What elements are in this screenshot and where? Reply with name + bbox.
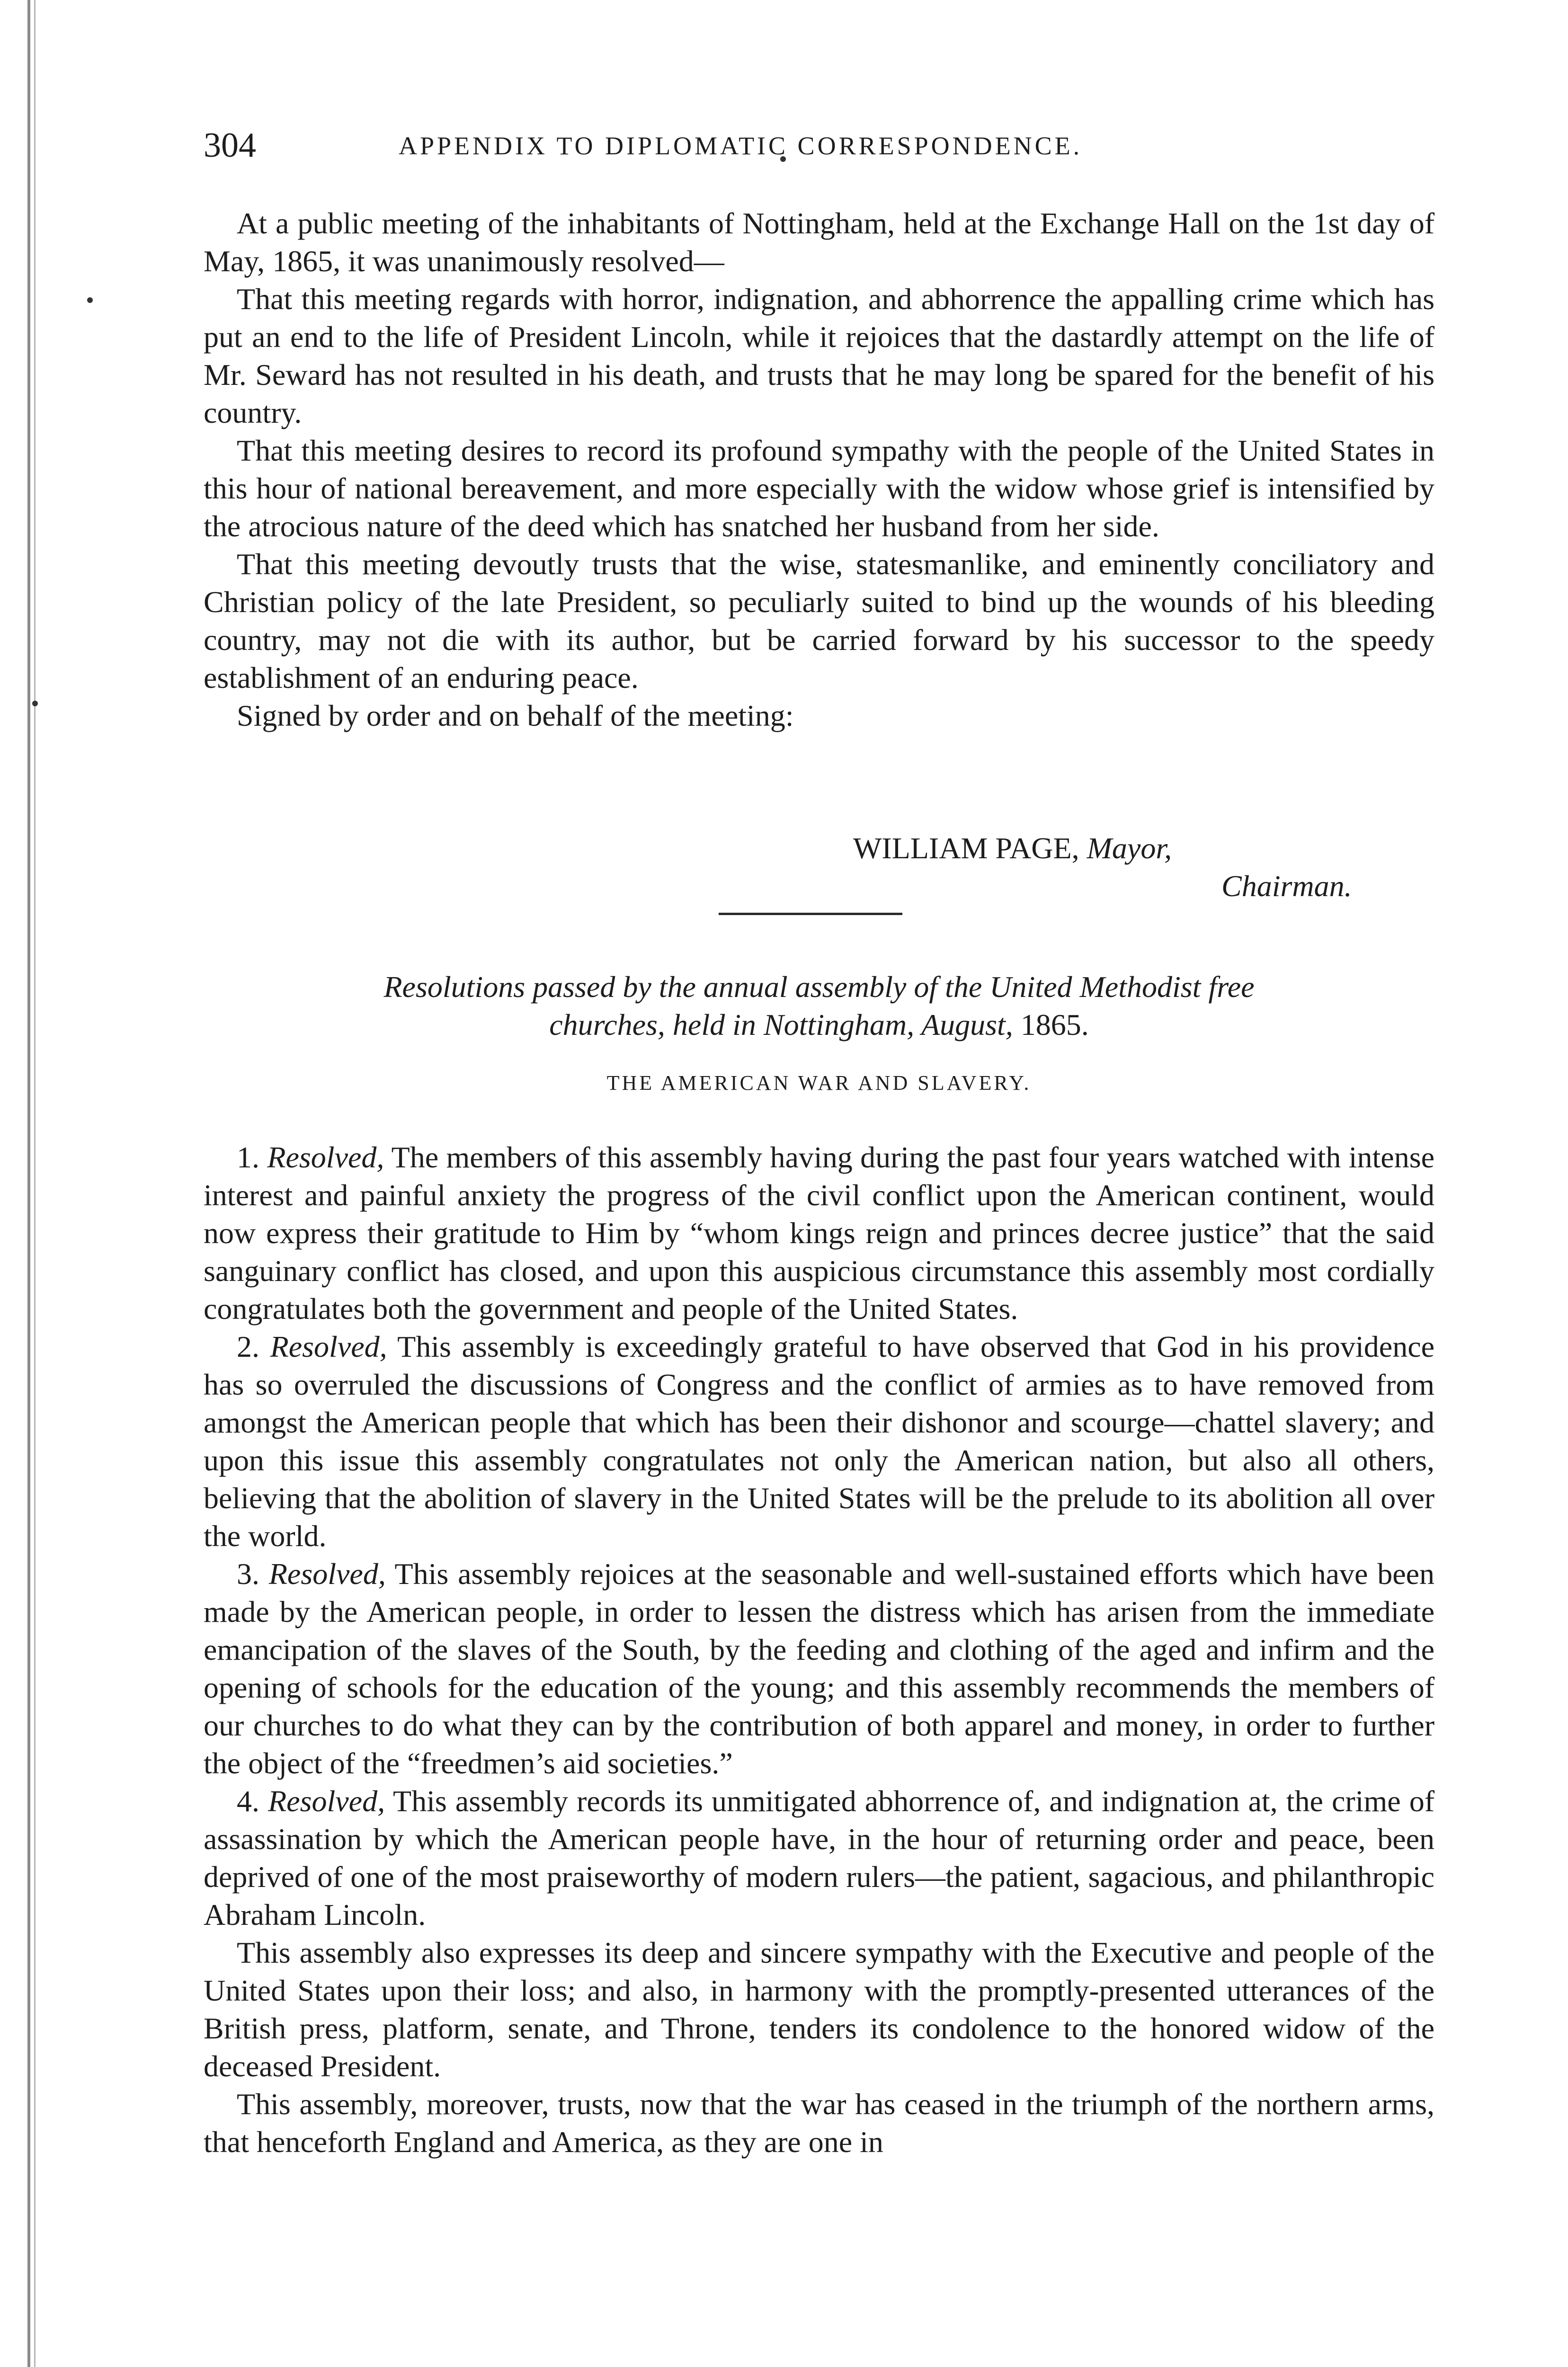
resolution-text: This assembly is exceedingly grateful to have observed that God in his providence has so overruled the discussions of Congress and the conflict of armies as to have removed from amongst the American people that which has been their dishonor and scourge—chattel slavery; and upon this issue this assembly congratulates not only the American nation, but also all others, believing that the abolition of slavery in the United States will be the prelude to its abolition all over the world. [204,1330,1435,1553]
binding-edge-line [27,0,30,2367]
resolution-number: 3. [237,1557,259,1591]
heading-line-1: Resolutions passed by the annual assembly of the United Methodist free [383,970,1255,1004]
intro-paragraph: At a public meeting of the inhabitants of Nottingham, held at the Exchange Hall on the 1st day of May, 1865, it was unanimously resolved— [204,206,1434,278]
binding-edge-line-secondary [34,0,36,2367]
numbered-resolution [204,1782,1434,1934]
page-number: 304 [204,126,256,165]
section-title: THE AMERICAN WAR AND SLAVERY. [606,1071,1032,1095]
resolution-paragraph: That this meeting desires to record its profound sympathy with the people of the United States in this hour of national bereavement, and more especially with the widow whose grief is intensified by the atrocious nature of the deed which has snatched her husband from her side. [204,434,1434,543]
numbered-resolution [204,1328,1434,1555]
numbered-resolution [204,1555,1434,1782]
resolved-label: Resolved, [268,1557,386,1591]
margin-speck [87,297,93,303]
resolution-text: This assembly rejoices at the seasonable and well-sustained efforts which have been made by the American people, in order to lessen the distress which has arisen from the immediate emancipation of the slaves of the South, by the feeding and clothing of the aged and infirm and the opening of schools for the education of the young; and this assembly recommends the members of our churches to do what they can by the contribution of both apparel and money, in order to further the object of the “freedmen’s aid societies.” [204,1557,1435,1780]
resolution-number: 1. [237,1140,259,1174]
resolution-paragraph: That this meeting devoutly trusts that the wise, statesmanlike, and eminently conciliatory and Christian policy of the late President, so peculiarly suited to bind up the wounds of his bleeding country, may not die with its author, but be carried forward by his successor to the speedy establishment of an enduring peace. [204,547,1434,694]
resolutions-heading [204,968,1434,1044]
resolution-number: 4. [237,1784,259,1818]
heading-line-2: churches, held in Nottingham, August, [549,1008,1013,1041]
body-paragraph: This assembly, moreover, trusts, now that the war has ceased in the triumph of the northern arms, that henceforth England and America, as they are one in [204,2087,1434,2159]
resolution-number: 2. [237,1330,259,1363]
resolution-paragraph: That this meeting regards with horror, indignation, and abhorrence the appalling crime which has put an end to the life of President Lincoln, while it rejoices that the dastardly attempt on the life of Mr. Seward has not resulted in his death, and trusts that he may long be spared for the benefit of his country. [204,282,1434,429]
signer-role: Chairman. [1221,869,1352,903]
resolved-label: Resolved, [270,1330,387,1363]
resolution-text: This assembly records its unmitigated abhorrence of, and indignation at, the crime of assassination by which the American people have, in the hour of returning order and peace, been deprived of one of the most praiseworthy of modern rulers—the patient, sagacious, and philanthropic Abraham Lincoln. [204,1784,1435,1931]
heading-year: 1865. [1020,1008,1089,1041]
signature-line [853,829,1172,867]
signer-title: Mayor, [1087,831,1172,865]
methodist-resolutions [204,1139,1434,2161]
section-divider [719,913,902,915]
margin-speck [32,701,38,706]
body-paragraph: This assembly also expresses its deep and sincere sympathy with the Executive and people of the United States upon their loss; and also, in harmony with the promptly-presented utterances of the British press, platform, senate, and Throne, tenders its condolence to the honored widow of the deceased President. [204,1936,1434,2083]
numbered-resolution [204,1139,1434,1328]
resolved-label: Resolved, [267,1140,384,1174]
resolution-text: The members of this assembly having during the past four years watched with intense interest and painful anxiety the progress of the civil conflict upon the American continent, would now express their gratitude to Him by “whom kings reign and princes decree justice” that the said sanguinary conflict has closed, and upon this auspicious circumstance this assembly most cordially congratulates both the government and people of the United States. [204,1140,1435,1326]
signed-line: Signed by order and on behalf of the meeting: [237,699,794,732]
running-head: APPENDIX TO DIPLOMATIC CORRESPONDENCE. [399,132,1083,160]
signer-name: WILLIAM PAGE, [853,831,1079,865]
page-header [204,124,1434,167]
resolved-label: Resolved, [268,1784,385,1818]
nottingham-resolution [204,205,1434,735]
